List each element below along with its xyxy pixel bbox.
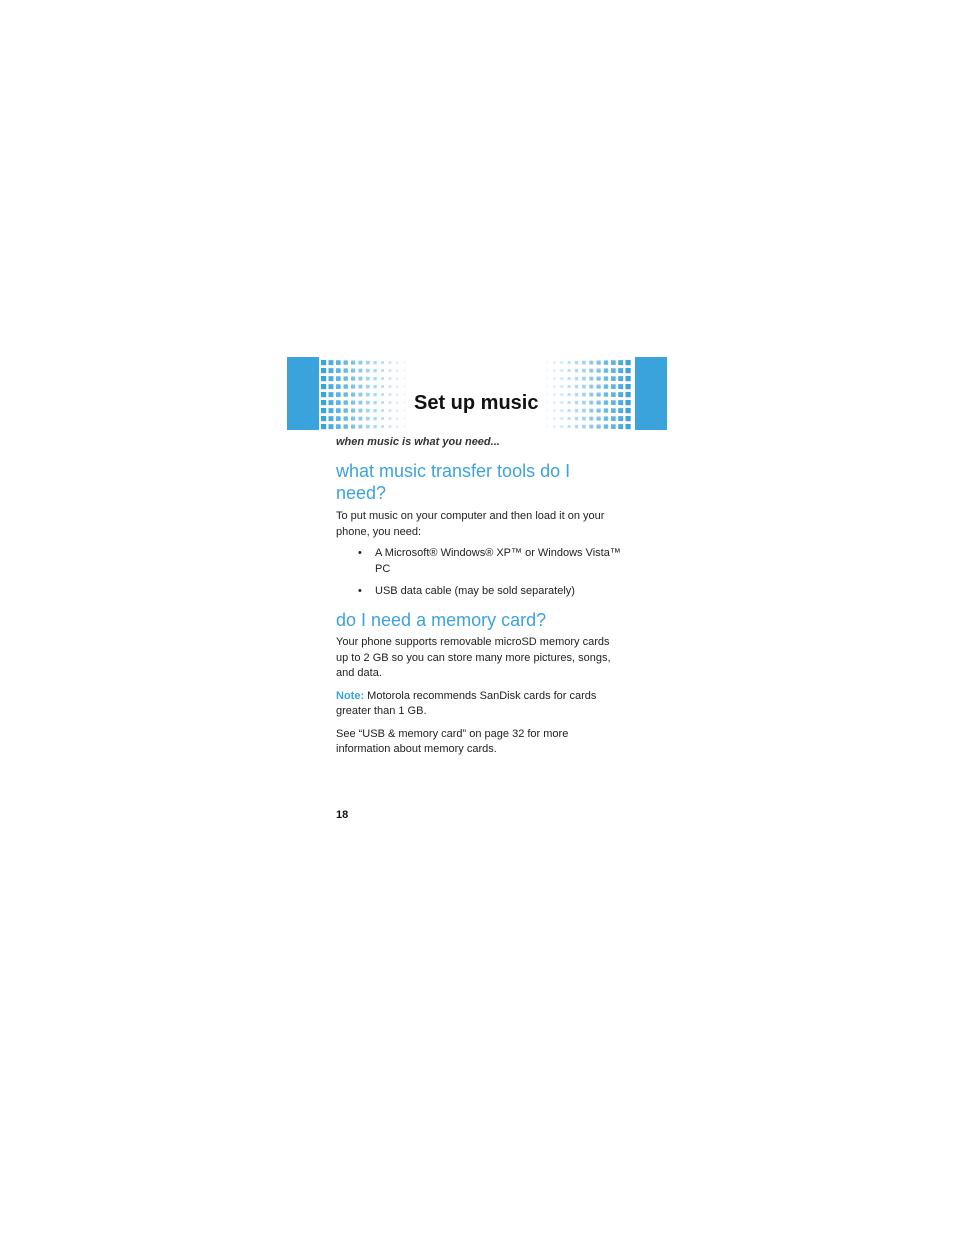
header-dot [389,425,392,428]
note-text: Motorola recommends SanDisk cards for cards greater than 1 GB. [336,689,597,717]
header-dot [351,409,355,413]
header-dot [560,369,563,372]
header-dot [329,400,334,405]
header-dot [582,369,586,373]
header-dot [321,368,326,373]
header-dot [604,424,608,428]
header-left-block [287,357,319,430]
header-dot [582,417,586,421]
header-dot [336,416,341,421]
header-dot [404,401,406,403]
header-dot [575,361,578,364]
header-dot [374,401,377,404]
header-dot [604,376,608,380]
header-dot [381,385,384,388]
header-dot [553,401,556,404]
header-dot [404,417,406,419]
header-dot [351,425,355,429]
header-dot [344,408,348,412]
header-dot [597,425,601,429]
header-dot [575,393,578,396]
header-dot [389,361,392,364]
header-dot [611,400,616,405]
header-dot [336,376,341,381]
header-dot [336,384,341,389]
header-dot [553,417,556,420]
header-dot [336,392,341,397]
header-dot [389,401,392,404]
intro-paragraph: To put music on your computer and then load it on your phone, you need: [336,510,605,538]
header-dot [336,424,341,429]
header-dot [546,409,548,411]
header-dot [626,384,631,389]
header-dot [618,376,623,381]
header-dot [611,392,616,397]
header-dot [374,369,377,372]
header-dot [321,360,326,365]
header-dot [568,361,571,364]
header-dot [344,360,348,364]
header-dot [351,361,355,365]
header-dot [389,377,392,380]
header-dot [568,377,571,380]
header-dot [359,369,363,373]
header-dot [396,417,399,420]
header-dot [560,417,563,420]
header-dot [618,360,623,365]
header-dot [381,409,384,412]
header-dot [396,377,399,380]
header-dot [597,361,601,365]
header-dot [568,369,571,372]
header-dot [359,361,363,365]
header-dot [575,409,578,412]
header-dot [568,393,571,396]
header-dot [568,401,571,404]
header-dot [351,393,355,397]
header-dot [589,409,593,413]
header-dot [374,409,377,412]
header-dot [553,377,556,380]
header-dot [618,400,623,405]
header-dot [321,384,326,389]
header-dot [626,360,631,365]
header-dot [321,424,326,429]
header-dot [396,369,399,372]
header-dot [553,393,556,396]
header-dot [582,377,586,381]
header-dot [404,409,406,411]
header-dot [381,369,384,372]
note-paragraph [336,689,621,720]
header-dot [582,425,586,429]
header-dot [336,408,341,413]
header-dot [611,408,616,413]
header-dot [344,376,348,380]
header-dot [389,409,392,412]
header-dot [366,425,370,429]
header-dot [329,424,334,429]
header-dot [344,416,348,420]
header-dot [582,401,586,405]
header-dot [321,416,326,421]
header-dot [321,408,326,413]
header-dot [568,409,571,412]
header-dot [381,377,384,380]
header-dot [611,424,616,429]
header-dot [597,401,601,405]
header-dot [582,361,586,365]
header-dot [568,425,571,428]
header-dot [582,409,586,413]
header-dot [381,401,384,404]
header-dot [589,369,593,373]
chapter-tagline: when music is what you need... [336,436,500,448]
header-dot [351,369,355,373]
header-dot [366,401,370,405]
header-dot [611,376,616,381]
header-dot [396,409,399,412]
header-dot [546,401,548,403]
header-dot [351,417,355,421]
header-dot [404,361,406,363]
header-dot [626,368,631,373]
header-dot [546,417,548,419]
header-dot [329,416,334,421]
header-dot [344,392,348,396]
section-heading: what music transfer tools do I need? [336,461,571,503]
header-dot [575,425,578,428]
header-dot [560,409,563,412]
requirements-list [336,546,621,600]
header-dot [611,368,616,373]
header-dot [404,393,406,395]
header-dot [546,369,548,371]
header-dot [626,392,631,397]
header-dot [546,361,548,363]
memory-card-paragraph: Your phone supports removable microSD memory cards up to 2 GB so you can store many more pictures, songs, and data. [336,636,611,679]
header-dot [366,385,370,389]
bullet-icon: • [358,547,362,559]
header-dot [396,401,399,404]
header-dot [329,384,334,389]
header-dot [366,417,370,421]
header-dot [575,385,578,388]
header-dot [553,425,556,428]
header-dot [604,400,608,404]
header-dot [359,401,363,405]
header-dot [329,360,334,365]
header-dot [604,416,608,420]
header-dot [597,369,601,373]
header-dot [366,361,370,365]
header-dot [589,361,593,365]
header-dot [546,393,548,395]
section-intro [336,509,621,540]
header-dot [359,425,363,429]
header-dot [589,401,593,405]
header-dot [351,377,355,381]
header-dot [321,376,326,381]
header-dot [381,417,384,420]
header-dot [553,409,556,412]
header-dot [560,361,563,364]
header-dot [618,424,623,429]
header-dot [351,385,355,389]
header-dot [404,385,406,387]
header-dot [568,385,571,388]
header-dot [359,393,363,397]
header-dot [344,424,348,428]
header-dot [374,425,377,428]
header-dot [359,409,363,413]
header-dot [374,393,377,396]
header-dot [344,400,348,404]
header-dot [366,377,370,381]
header-dot [381,425,384,428]
header-dot [366,409,370,413]
header-dot [389,393,392,396]
header-dot [336,368,341,373]
header-dot [560,385,563,388]
header-dot [560,401,563,404]
header-dot [359,417,363,421]
header-right-block [635,357,667,430]
bullet-icon: • [358,585,362,597]
header-dot [321,400,326,405]
header-dot [611,416,616,421]
header-dot [389,417,392,420]
header-dot [597,377,601,381]
header-dot [582,393,586,397]
header-dot [589,425,593,429]
header-dot [626,408,631,413]
section-heading: do I need a memory card? [336,610,547,630]
memory-card-body [336,635,621,758]
header-dot [389,369,392,372]
header-dot [589,377,593,381]
header-dot [575,417,578,420]
header-dot [618,384,623,389]
header-dot [626,424,631,429]
header-dot [404,369,406,371]
header-dot [336,360,341,365]
header-dot [626,376,631,381]
section-transfer-tools [336,460,621,504]
header-dot [396,393,399,396]
header-dot [597,385,601,389]
header-dot [381,361,384,364]
header-dot [597,417,601,421]
header-dot [611,360,616,365]
header-dot [329,368,334,373]
header-dot [329,392,334,397]
header-dot [329,408,334,413]
header-dot [604,360,608,364]
header-dot [404,377,406,379]
header-dot [618,408,623,413]
page-number: 18 [336,809,349,821]
header-dot [568,417,571,420]
header-dot [329,376,334,381]
header-dot [344,384,348,388]
header-dot [381,393,384,396]
header-dot [546,385,548,387]
header-dot [575,377,578,380]
header-dot [396,361,399,364]
header-dot [396,385,399,388]
header-dot [626,416,631,421]
header-dot [582,385,586,389]
header-dot [604,384,608,388]
header-dot [604,392,608,396]
header-dot [359,385,363,389]
header-dot [336,400,341,405]
header-dot [389,385,392,388]
header-dot [396,425,399,428]
header-dot [626,400,631,405]
header-dot [597,393,601,397]
section-memory-card [336,609,621,631]
chapter-header-band [287,357,667,430]
header-dot [575,401,578,404]
header-dot [366,393,370,397]
header-dot [374,377,377,380]
note-label: Note: [336,689,365,702]
header-dot [321,392,326,397]
header-dot [560,425,563,428]
header-dot [575,369,578,372]
header-dot [553,369,556,372]
header-dot [618,392,623,397]
header-dot [589,393,593,397]
header-dot [589,385,593,389]
header-dot [560,393,563,396]
header-dot [404,425,406,427]
header-dot [374,361,377,364]
header-dot [351,401,355,405]
header-dot [560,377,563,380]
header-dot [374,417,377,420]
header-dot [618,368,623,373]
header-dot [546,425,548,427]
header-dot [604,368,608,372]
header-dot [611,384,616,389]
see-also-paragraph: See “USB & memory card” on page 32 for more information about memory cards. [336,727,569,755]
list-item: • A Microsoft® Windows® XP™ or Windows Vista™ PC [358,547,621,575]
header-dot [618,416,623,421]
header-dot [604,408,608,412]
header-dot [553,385,556,388]
header-dot [553,361,556,364]
header-dot [597,409,601,413]
chapter-title: Set up music [414,392,539,414]
header-dot [359,377,363,381]
header-dot [344,368,348,372]
list-item: • USB data cable (may be sold separately) [336,584,621,600]
header-dot [589,417,593,421]
header-dot [374,385,377,388]
header-dot [366,369,370,373]
header-dot [546,377,548,379]
